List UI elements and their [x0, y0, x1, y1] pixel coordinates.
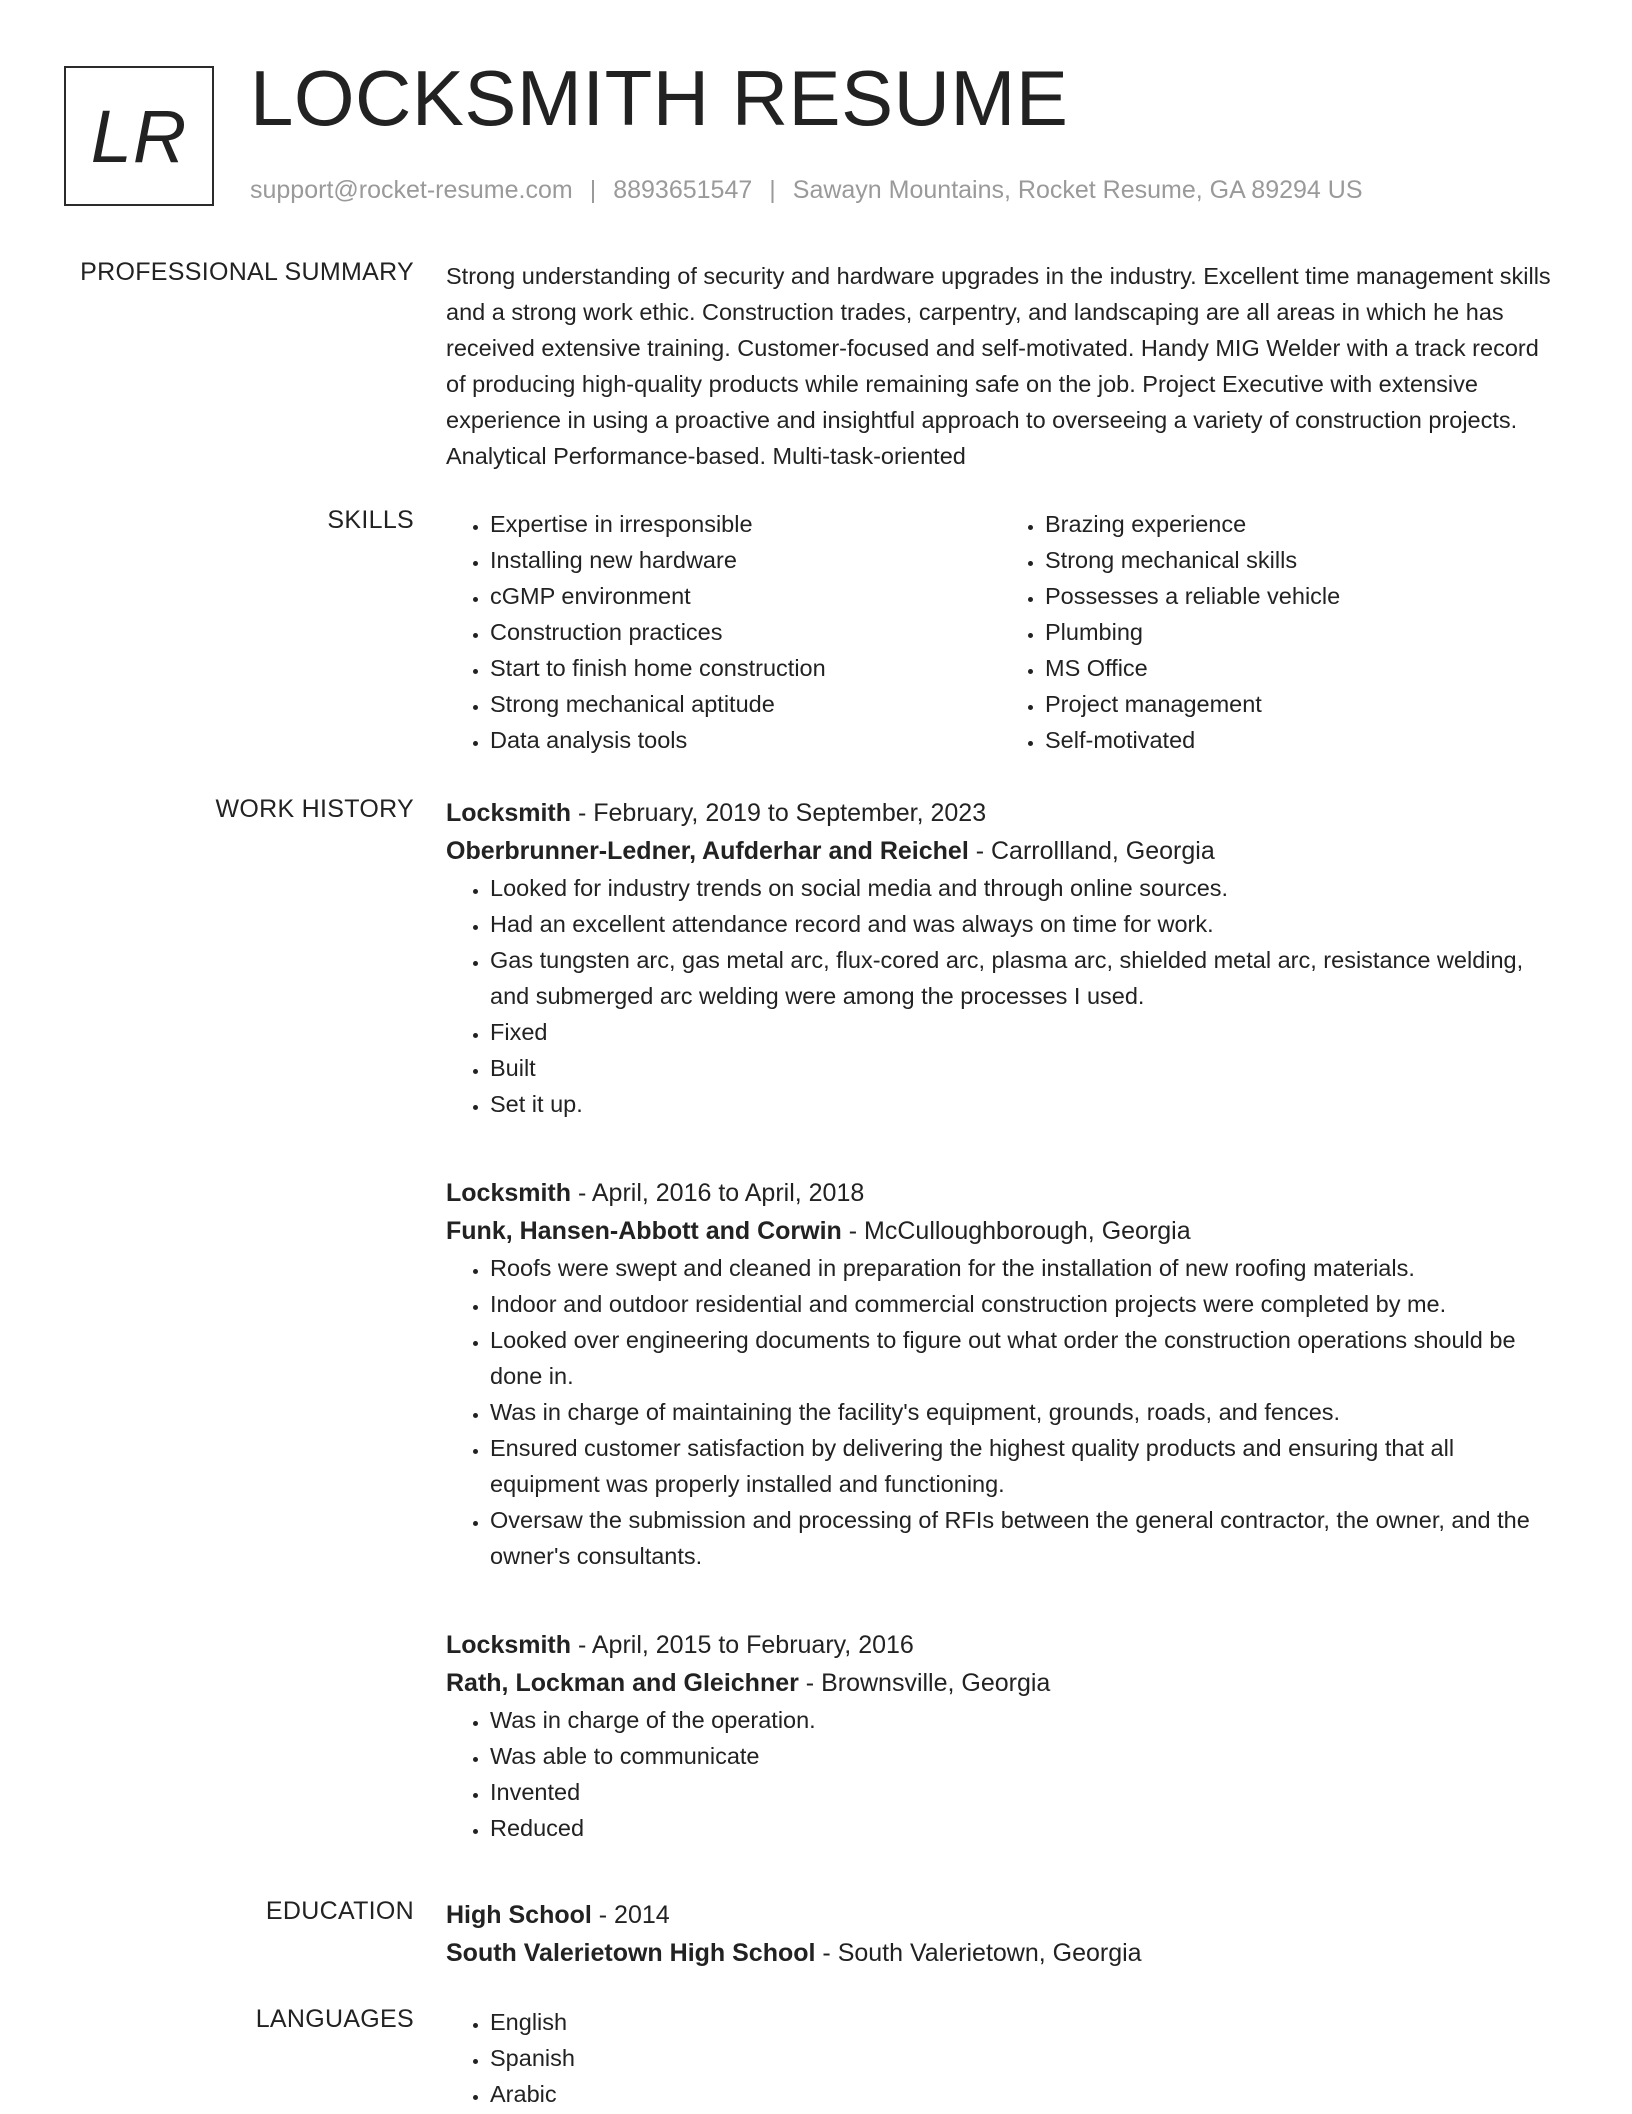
contact-separator: | [589, 176, 597, 204]
job-location: - McCulloughborough, Georgia [841, 1217, 1191, 1245]
skills-list-right [1001, 506, 1556, 758]
section-label-work-history: WORK HISTORY [215, 795, 414, 823]
skills-section [446, 506, 1556, 758]
skill-item: • Strong mechanical aptitude [490, 686, 1001, 722]
contact-address: Sawayn Mountains, Rocket Resume, GA 89294 US [792, 176, 1363, 204]
job-entry [446, 794, 1556, 1122]
skill-item: • Project management [1045, 686, 1556, 722]
job-duty: • Ensured customer satisfaction by delivering the highest quality products and ensuring that all equipment was properly installed and functioning. [490, 1430, 1556, 1502]
job-title-line [446, 1626, 1556, 1664]
education-year: - 2014 [591, 1901, 670, 1929]
skill-item: • Self-motivated [1045, 722, 1556, 758]
contact-email: support@rocket-resume.com [250, 176, 573, 204]
job-location: - Carrollland, Georgia [968, 837, 1215, 865]
skill-item: • Brazing experience [1045, 506, 1556, 542]
job-company-line [446, 1664, 1556, 1702]
job-title: Locksmith [446, 1179, 572, 1207]
skills-list-left [446, 506, 1001, 758]
skill-item: • Construction practices [490, 614, 1001, 650]
job-dates: - April, 2016 to April, 2018 [571, 1179, 865, 1207]
job-duty: • Looked over engineering documents to figure out what order the construction operations should be done in. [490, 1322, 1556, 1394]
contact-phone: 8893651547 [613, 176, 753, 204]
education-degree: High School [446, 1901, 592, 1929]
job-duty: • Was in charge of the operation. [490, 1702, 1556, 1738]
job-duty: • Was in charge of maintaining the facility's equipment, grounds, roads, and fences. [490, 1394, 1556, 1430]
job-duty: • Was able to communicate [490, 1738, 1556, 1774]
job-dates: - April, 2015 to February, 2016 [571, 1631, 914, 1659]
skills-grid [446, 506, 1556, 758]
job-company-line [446, 832, 1556, 870]
job-company: Funk, Hansen-Abbott and Corwin [446, 1217, 842, 1245]
job-duties-list [446, 870, 1556, 1122]
contact-separator: | [769, 176, 776, 204]
job-company: Oberbrunner-Ledner, Aufderhar and Reichel [446, 837, 969, 865]
job-company-line [446, 1212, 1556, 1250]
job-duty: • Gas tungsten arc, gas metal arc, flux-cored arc, plasma arc, shielded metal arc, resistance welding, and submerged arc welding were among the processes I used. [490, 942, 1556, 1014]
skill-item: • Installing new hardware [490, 542, 1001, 578]
skill-item: • Plumbing [1045, 614, 1556, 650]
contact-line [250, 176, 1363, 205]
job-duty: • Indoor and outdoor residential and commercial construction projects were completed by me. [490, 1286, 1556, 1322]
job-title: Locksmith [446, 1631, 572, 1659]
education-school-line [446, 1934, 1556, 1972]
section-label-summary: PROFESSIONAL SUMMARY [80, 258, 414, 286]
job-title-line [446, 1174, 1556, 1212]
skill-item: • MS Office [1045, 650, 1556, 686]
job-location: - Brownsville, Georgia [798, 1669, 1051, 1697]
job-duty: • Reduced [490, 1810, 1556, 1846]
job-duty: • Built [490, 1050, 1556, 1086]
job-duty: • Oversaw the submission and processing of RFIs between the general contractor, the owner, and the owner's consultants. [490, 1502, 1556, 1574]
job-duty: • Roofs were swept and cleaned in preparation for the installation of new roofing materials. [490, 1250, 1556, 1286]
job-title-line [446, 794, 1556, 832]
skill-item: • Start to finish home construction [490, 650, 1001, 686]
languages-section [446, 2004, 1556, 2112]
job-duty: • Invented [490, 1774, 1556, 1810]
job-entry [446, 1626, 1556, 1846]
job-duty: • Set it up. [490, 1086, 1556, 1122]
job-company: Rath, Lockman and Gleichner [446, 1669, 799, 1697]
skill-item: • cGMP environment [490, 578, 1001, 614]
section-label-languages: LANGUAGES [255, 2005, 414, 2033]
job-title: Locksmith [446, 799, 572, 827]
skill-item: • Expertise in irresponsible [490, 506, 1001, 542]
summary-text: Strong understanding of security and hardware upgrades in the industry. Excellent time management skills and a strong work ethic. Construction trades, carpentry, and landscaping are all areas in which he has received extensive training. Customer-focused and self-motivated. Handy MIG Welder with a track record of producing high-quality products while remaining safe on the job. Project Executive with extensive experience in using a proactive and insightful approach to overseeing a variety of construction projects. Analytical Performance-based. Multi-task-oriented [446, 263, 1551, 469]
skill-item: • Strong mechanical skills [1045, 542, 1556, 578]
job-duties-list [446, 1250, 1556, 1574]
education-school: South Valerietown High School [446, 1939, 816, 1967]
job-entry [446, 1174, 1556, 1574]
languages-list [446, 2004, 1556, 2112]
skill-item: • Data analysis tools [490, 722, 1001, 758]
education-section [446, 1896, 1556, 1972]
section-label-skills: SKILLS [327, 506, 414, 534]
section-label-education: EDUCATION [265, 1897, 414, 1925]
job-dates: - February, 2019 to September, 2023 [571, 799, 987, 827]
summary-section [446, 258, 1556, 474]
language-item: • English [490, 2004, 1556, 2040]
job-duty: • Fixed [490, 1014, 1556, 1050]
job-duty: • Looked for industry trends on social media and through online sources. [490, 870, 1556, 906]
monogram-logo: LR [64, 66, 214, 206]
education-location: - South Valerietown, Georgia [815, 1939, 1142, 1967]
skill-item: • Possesses a reliable vehicle [1045, 578, 1556, 614]
language-item: • Spanish [490, 2040, 1556, 2076]
job-duties-list [446, 1702, 1556, 1846]
job-duty: • Had an excellent attendance record and was always on time for work. [490, 906, 1556, 942]
page-title: LOCKSMITH RESUME [250, 54, 1069, 142]
education-degree-line [446, 1896, 1556, 1934]
language-item: • Arabic [490, 2076, 1556, 2112]
